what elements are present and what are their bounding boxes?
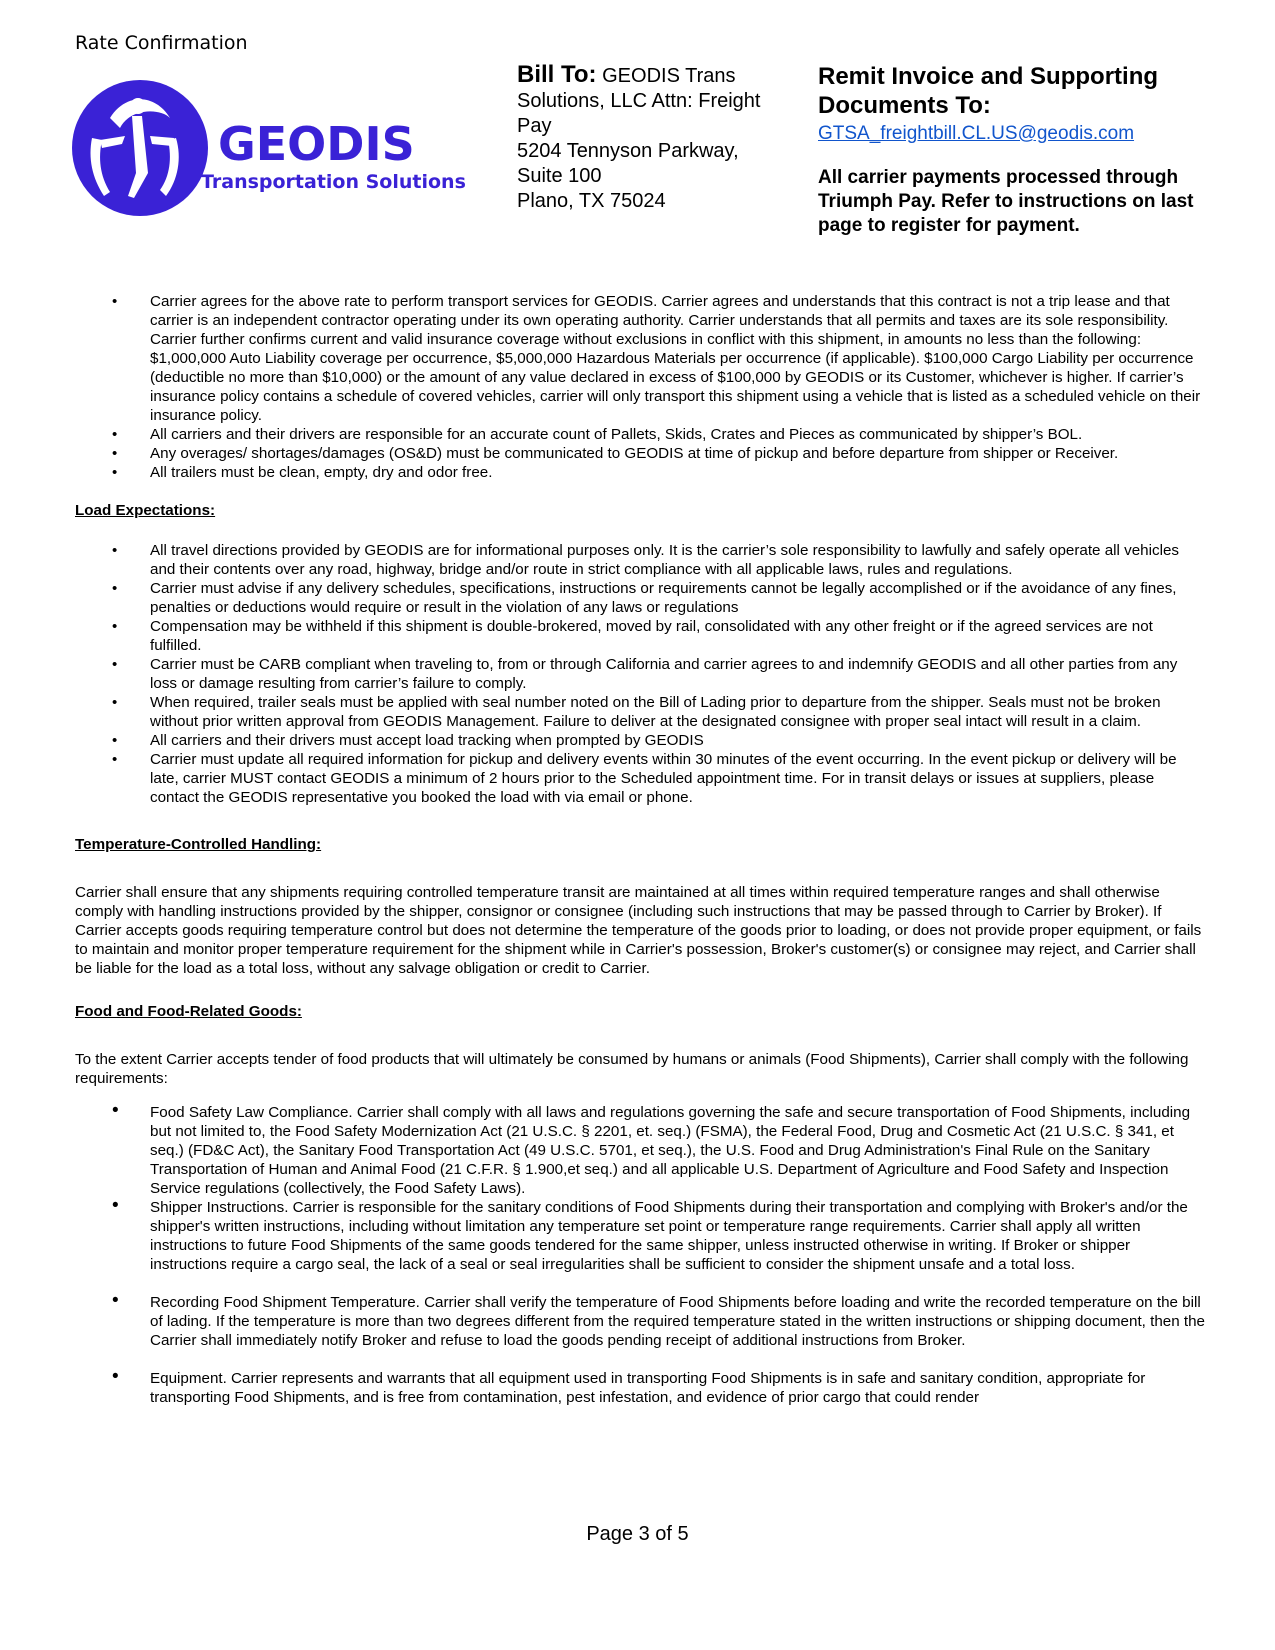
list-item: • Carrier agrees for the above rate to perform transport services for GEODIS. Carrier agrees and understands that this contract is not a trip lease and that carrier is an independent contractor operating under its own operating authority. Carrier understands that all permits and taxes are its sole responsibility. Carrier further confirms current and valid insurance coverage without exclusions in conflict with this shipment, in amounts no less than the following: $1,000,000 Auto Liability coverage per occurrence, $5,000,000 Hazardous Materials per occurrence (if applicable). $100,000 Cargo Liability per occurrence (deductible no more than $10,000) or the amount of any value declared in excess of $100,000 by GEODIS or its Customer, whichever is higher. If carrier’s insurance policy contains a schedule of covered vehicles, carrier will only transport this shipment using a vehicle that is listed as a scheduled vehicle on their insurance policy. — [75, 292, 1205, 425]
remit-email-link[interactable]: GTSA_freightbill.CL.US@geodis.com — [818, 123, 1135, 144]
document-title: Rate Confirmation — [75, 32, 248, 54]
list-item: • Food Safety Law Compliance. Carrier shall comply with all laws and regulations governing the safe and secure transportation of Food Shipments, including but not limited to, the Food Safety Modernization Act (21 U.S.C. § 2201, et. seq.) (FSMA), the Federal Food, Drug and Cosmetic Act (21 U.S.C. § 341, et seq.) (FD&C Act), the Sanitary Food Transportation Act (49 U.S.C. 5701, et seq.), the U.S. Food and Drug Administration's Final Rule on the Sanitary Transportation of Human and Animal Food (21 C.F.R. § 1.900,et seq.) and all applicable U.S. Department of Agriculture and Food Safety and Inspection Service regulations (collectively, the Food Safety Laws). — [75, 1103, 1205, 1198]
load-expectations-heading: Load Expectations: — [75, 502, 216, 519]
list-item: • Shipper Instructions. Carrier is responsible for the sanitary conditions of Food Shipments during their transportation and complying with Broker's and/or the shipper's written instructions, including without limitation any temperature set point or temperature range requirements. Carrier shall apply all written instructions to future Food Shipments of the same goods tendered for the same shipper, unless instructed otherwise in writing. If Broker or shipper instructions require a cargo seal, the lack of a seal or seal irregularities shall be sufficient to consider the shipment unsafe and a total loss. — [75, 1198, 1205, 1274]
page-number: Page 3 of 5 — [586, 1523, 689, 1545]
bill-to-line: Solutions, LLC Attn: Freight — [517, 90, 761, 112]
temperature-paragraph: Carrier shall ensure that any shipments requiring controlled temperature transit are maintained at all times within required temperature ranges and shall otherwise comply with handling instructions provided by the shipper, consignor or consignee (including such instructions that may be passed through to Carrier by Broker). If Carrier accepts goods requiring temperature control but does not determine the temperature of the goods prior to loading, or does not provide proper equipment, or fails to maintain and monitor proper temperature requirement for the shipment while in Carrier's possession, Broker's customer(s) or consignee may reject, and Carrier shall be liable for the load as a total loss, without any salvage obligation or credit to Carrier. — [75, 884, 1202, 977]
list-item: • Carrier must advise if any delivery schedules, specifications, instructions or requirements cannot be legally accomplished or if the avoidance of any fines, penalties or deductions would require or result in the violation of any laws or regulations — [75, 579, 1205, 617]
geodis-logo — [70, 78, 470, 223]
bill-to-line: Pay — [517, 115, 552, 137]
intro-bullet-list — [75, 292, 1205, 482]
payment-note: All carrier payments processed through Triumph Pay. Refer to instructions on last page to register for payment. — [818, 167, 1194, 236]
logo-wordmark: GEODIS — [218, 117, 415, 171]
remit-heading-line-2: Documents To: — [818, 92, 991, 119]
list-item: • All carriers and their drivers must accept load tracking when prompted by GEODIS — [75, 731, 1205, 750]
list-item: • Any overages/ shortages/damages (OS&D) must be communicated to GEODIS at time of pickup and before departure from shipper or Receiver. — [75, 444, 1205, 463]
list-item: • Compensation may be withheld if this shipment is double-brokered, moved by rail, consolidated with any other freight or if the agreed services are not fulfilled. — [75, 617, 1205, 655]
list-item: • All trailers must be clean, empty, dry and odor free. — [75, 463, 1205, 482]
list-item: • Carrier must update all required information for pickup and delivery events within 30 minutes of the event occurring. In the event pickup or delivery will be late, carrier MUST contact GEODIS a minimum of 2 hours prior to the Scheduled appointment time. For in transit delays or issues at suppliers, please contact the GEODIS representative you booked the load with via email or phone. — [75, 750, 1205, 807]
bill-to-label: Bill To: — [517, 61, 597, 88]
list-item: • All travel directions provided by GEODIS are for informational purposes only. It is the carrier’s sole responsibility to lawfully and safely operate all vehicles and their contents over any road, highway, bridge and/or route in strict compliance with all applicable laws, rules and regulations. — [75, 541, 1205, 579]
bill-to-line: Plano, TX 75024 — [517, 190, 666, 212]
list-item: • All carriers and their drivers are responsible for an accurate count of Pallets, Skids, Crates and Pieces as communicated by shipper’s BOL. — [75, 425, 1205, 444]
bill-to-block — [517, 62, 787, 214]
food-heading: Food and Food-Related Goods: — [75, 1003, 302, 1020]
food-intro: To the extent Carrier accepts tender of food products that will ultimately be consumed by humans or animals (Food Shipments), Carrier shall comply with the following requirements: — [75, 1051, 1189, 1087]
bill-to-line: Suite 100 — [517, 165, 602, 187]
temperature-heading: Temperature-Controlled Handling: — [75, 836, 322, 853]
remit-heading-line-1: Remit Invoice and Supporting — [818, 63, 1159, 90]
logo-subtitle: Transportation Solutions — [201, 171, 466, 193]
remit-heading — [818, 62, 1238, 120]
remit-block — [818, 62, 1238, 238]
list-item: • Carrier must be CARB compliant when traveling to, from or through California and carrier agrees to and indemnify GEODIS and all other parties from any loss or damage resulting from carrier’s failure to comply. — [75, 655, 1205, 693]
load-expectations-list — [75, 541, 1205, 807]
list-item: • Recording Food Shipment Temperature. Carrier shall verify the temperature of Food Shipments before loading and write the recorded temperature on the bill of lading. If the temperature is more than two degrees different from the required temperature stated in the written instructions or shipping document, then the Carrier shall immediately notify Broker and refuse to load the goods pending receipt of additional instructions from Broker. — [75, 1293, 1205, 1350]
food-bullet-list — [75, 1103, 1205, 1407]
bill-to-line: GEODIS Trans — [602, 65, 736, 87]
bill-to-line: 5204 Tennyson Parkway, — [517, 140, 739, 162]
list-item: • Equipment. Carrier represents and warrants that all equipment used in transporting Food Shipments is in safe and sanitary condition, appropriate for transporting Food Shipments, and is free from contamination, pest infestation, and evidence of prior cargo that could render — [75, 1369, 1205, 1407]
list-item: • When required, trailer seals must be applied with seal number noted on the Bill of Lading prior to departure from the shipper. Seals must not be broken without prior written approval from GEODIS Management. Failure to deliver at the designated consignee with proper seal intact will result in a claim. — [75, 693, 1205, 731]
terms-content — [75, 292, 1205, 1407]
